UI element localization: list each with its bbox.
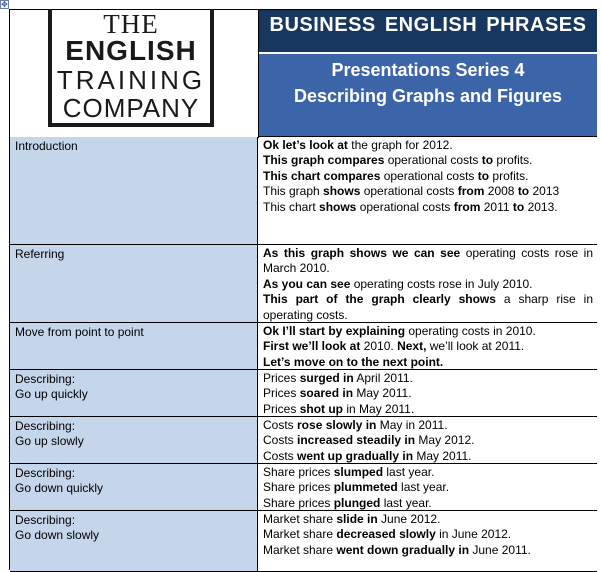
phrase-text: This chart	[263, 199, 320, 214]
logo-cell	[10, 10, 259, 138]
phrase-keyword: from	[457, 184, 485, 199]
phrase-text: last year.	[383, 465, 435, 479]
category-label: Move from point to point	[15, 325, 144, 339]
category-cell	[10, 417, 258, 463]
phrase-keyword: Next,	[397, 339, 427, 354]
table-row	[10, 370, 597, 417]
phrases-cell	[259, 464, 597, 510]
phrase-keyword: Ok let’s look at	[263, 138, 348, 152]
phrase-line	[263, 433, 593, 448]
category-cell	[10, 511, 258, 571]
category-label: Referring	[15, 247, 65, 261]
phrase-keyword: to	[481, 153, 494, 168]
table-row	[10, 464, 597, 511]
phrase-line	[263, 543, 593, 558]
category-label: Describing:	[15, 372, 76, 386]
category-label: Describing:	[15, 466, 76, 480]
phrase-keyword: went up gradually in	[297, 448, 414, 463]
phrase-keyword: As you can see	[263, 276, 351, 291]
phrase-line	[263, 138, 593, 153]
category-label: Describing:	[15, 419, 76, 433]
category-cell	[10, 323, 258, 369]
phrase-keyword: slumped	[333, 465, 384, 479]
phrase-text: last year.	[397, 480, 450, 495]
phrase-line	[263, 184, 593, 199]
phrase-keyword: surged in	[299, 371, 354, 385]
category-label: Go down quickly	[15, 481, 104, 495]
phrase-line	[263, 496, 593, 510]
phrase-text: operational costs	[360, 184, 458, 199]
phrase-line	[263, 324, 593, 339]
phrase-text: Costs	[263, 418, 298, 432]
table-row	[10, 323, 597, 370]
phrases-cell	[259, 137, 597, 244]
phrase-text: Market share	[263, 527, 337, 542]
phrase-text: June 2011.	[469, 542, 531, 557]
phrase-line	[263, 402, 593, 416]
phrase-text: May in 2011.	[376, 418, 448, 432]
table-row	[10, 137, 597, 245]
logo-line-the: THE	[103, 9, 159, 39]
logo-line-company: COMPANY	[62, 93, 200, 123]
phrase-text: June 2012.	[377, 512, 441, 526]
logo-line-english: ENGLISH	[65, 35, 197, 66]
logo-line-training: TRAINING	[56, 65, 206, 95]
phrase-line	[263, 512, 593, 527]
phrase-text: last year.	[380, 495, 432, 510]
category-cell	[10, 370, 258, 416]
phrase-keyword: slide in	[336, 512, 378, 526]
phrase-text: the graph for 2012.	[347, 138, 453, 152]
category-cell	[10, 464, 258, 510]
phrase-text: a sharp rise in operating costs.	[263, 292, 593, 322]
subtitle-topic: Describing Graphs and Figures	[293, 86, 563, 106]
phrase-text: Costs	[263, 448, 298, 463]
phrase-text: May 2011.	[353, 386, 412, 401]
phrase-keyword: As this graph shows we can see	[263, 246, 461, 260]
phrase-text: operational costs	[356, 199, 454, 214]
phrase-text: Share prices	[263, 465, 334, 479]
phrase-line	[263, 449, 593, 463]
phrase-text: 2013	[529, 184, 560, 199]
phrase-line	[263, 246, 593, 277]
phrase-line	[263, 355, 593, 369]
phrase-line	[263, 527, 593, 542]
phrase-keyword: Ok I’ll start by explaining	[263, 324, 406, 338]
phrase-text: in June 2012.	[435, 527, 512, 542]
phrase-keyword: shows	[323, 184, 361, 199]
phrase-text: we’ll look at 2011.	[426, 339, 525, 354]
category-cell	[10, 137, 258, 244]
phrase-text: This graph	[263, 184, 324, 199]
phrases-cell	[259, 370, 597, 416]
phrase-text: 2013.	[524, 199, 558, 214]
phrase-keyword: This part of the graph clearly shows	[263, 292, 496, 307]
phrase-keyword: First we’ll look at	[263, 339, 361, 354]
phrase-text: profits.	[493, 153, 533, 168]
phrase-line	[263, 200, 593, 215]
phrases-cell	[259, 323, 597, 369]
phrase-keyword: soared in	[299, 386, 354, 401]
phrase-line	[263, 465, 593, 480]
phrase-text: Market share	[263, 512, 337, 526]
subtitle-series: Presentations Series 4	[331, 60, 525, 80]
phrase-keyword: went down gradually in	[336, 542, 470, 557]
phrase-text: April 2011.	[353, 371, 413, 385]
phrase-keyword: increased steadily in	[297, 433, 416, 448]
phrase-keyword: decreased slowly	[336, 527, 436, 542]
table-row	[10, 511, 597, 572]
phrase-text: 2010.	[360, 339, 398, 354]
phrase-keyword: This graph compares	[263, 153, 385, 168]
phrase-text: 2011	[480, 199, 513, 214]
phrase-keyword: rose slowly in	[297, 418, 377, 432]
phrase-keyword: to	[517, 184, 530, 199]
phrase-text: operating costs rose in March 2010.	[263, 246, 593, 276]
phrase-text: in May 2011.	[343, 401, 415, 416]
phrase-line	[263, 371, 593, 386]
category-label: Go down slowly	[15, 528, 100, 542]
table-row	[10, 245, 597, 323]
phrases-cell	[259, 511, 597, 571]
company-logo	[48, 9, 214, 127]
phrase-keyword: This chart compares	[263, 168, 381, 183]
phrases-cell	[259, 245, 597, 322]
subtitle-cell	[259, 54, 597, 137]
phrase-line	[263, 480, 593, 495]
phrase-keyword: shows	[319, 199, 357, 214]
phrase-text: 2008	[484, 184, 518, 199]
phrase-text: Prices	[263, 401, 300, 416]
phrase-text: May 2011.	[413, 448, 472, 463]
phrase-text: operational costs	[380, 168, 478, 183]
phrase-keyword: Let’s move on to the next point.	[263, 354, 444, 369]
phrase-text: operational costs	[384, 153, 482, 168]
phrase-line	[263, 292, 593, 322]
phrase-text: Prices	[263, 371, 300, 385]
phrase-text: Share prices	[263, 495, 334, 510]
phrase-text: May 2012.	[415, 433, 475, 448]
phrase-line	[263, 169, 593, 184]
category-label: Introduction	[15, 139, 78, 153]
phrase-line	[263, 153, 593, 168]
phrase-text: Market share	[263, 542, 337, 557]
phrase-text: Share prices	[263, 480, 334, 495]
phrase-keyword: plummeted	[333, 480, 398, 495]
category-label: Go up quickly	[15, 387, 88, 401]
phrase-keyword: to	[477, 168, 490, 183]
page-title: BUSINESS ENGLISH PHRASES	[259, 10, 597, 54]
phrase-keyword: plunged	[333, 495, 381, 510]
phrase-text: operating costs in 2010.	[405, 324, 536, 338]
phrase-keyword: shot up	[299, 401, 344, 416]
phrase-keyword: from	[453, 199, 481, 214]
phrase-text: operating costs rose in July 2010.	[350, 276, 533, 291]
table-row	[10, 417, 597, 464]
category-cell	[10, 245, 258, 322]
phrase-line	[263, 418, 593, 433]
phrase-line	[263, 277, 593, 292]
phrase-keyword: to	[512, 199, 525, 214]
table-move-handle[interactable]: ✥	[1, 0, 8, 9]
phrases-cell	[259, 417, 597, 463]
phrase-text: Prices	[263, 386, 300, 401]
phrase-table	[9, 9, 597, 570]
phrase-text: profits.	[489, 168, 529, 183]
phrase-line	[263, 386, 593, 401]
phrase-text: Costs	[263, 433, 298, 448]
category-label: Go up slowly	[15, 434, 84, 448]
phrase-line	[263, 339, 593, 354]
category-label: Describing:	[15, 513, 76, 527]
